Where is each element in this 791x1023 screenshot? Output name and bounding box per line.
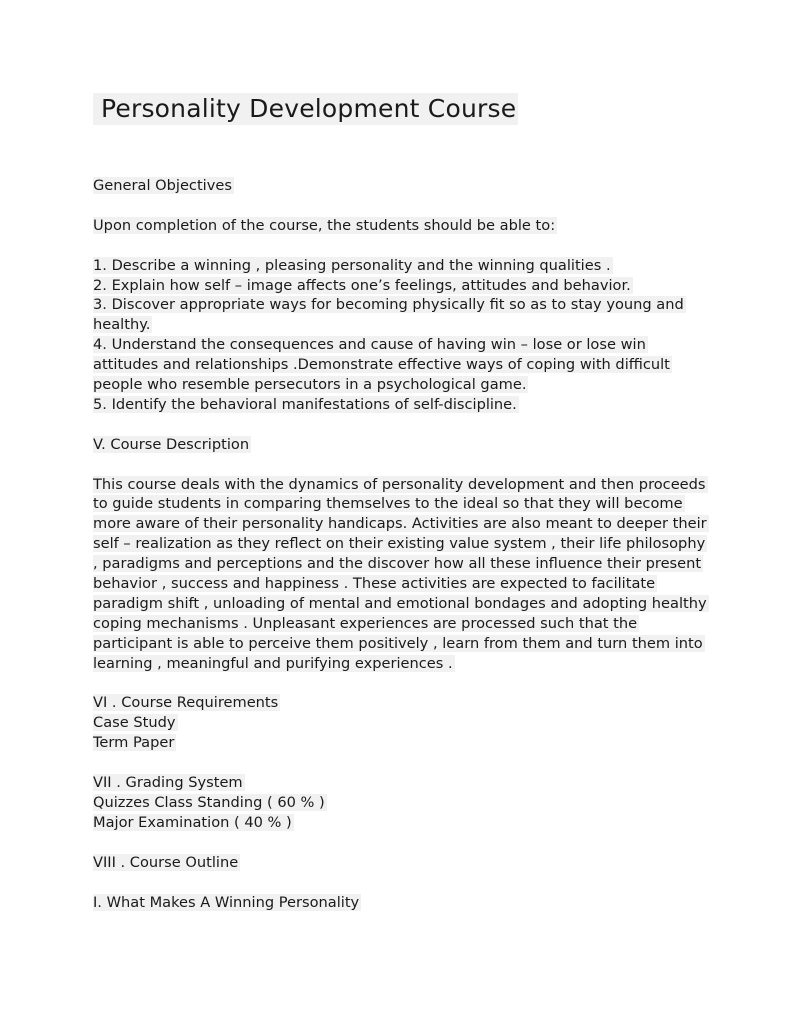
- section-heading: V. Course Description: [93, 435, 250, 453]
- objective-item: 3. Discover appropriate ways for becoming physically fit so as to stay young and healthy.: [93, 296, 684, 334]
- objective-item: 1. Describe a winning , pleasing personality and the winning qualities .: [93, 256, 611, 274]
- requirement-item: Case Study: [93, 714, 176, 732]
- grading-system-section: [93, 773, 703, 833]
- outline-topic: I. What Makes A Winning Personality: [93, 893, 360, 911]
- objectives-intro: Upon completion of the course, the students should be able to:: [93, 216, 556, 234]
- general-objectives-section: [93, 176, 703, 415]
- section-heading: VI . Course Requirements: [93, 694, 279, 712]
- document-body: [93, 176, 707, 912]
- objective-item: 5. Identify the behavioral manifestations of self-discipline.: [93, 395, 517, 413]
- course-outline-section: [93, 853, 703, 913]
- objective-item: 2. Explain how self – image affects one’s feelings, attitudes and behavior.: [93, 276, 631, 294]
- section-heading: VIII . Course Outline: [93, 853, 239, 871]
- section-heading: General Objectives: [93, 177, 232, 194]
- objective-item: 4. Understand the consequences and cause of having win – lose or lose win attitudes and relationships .Demonstrate effective ways of coping with difficult people who resemble persecutors in a psychological game.: [93, 336, 670, 394]
- page-title: Personality Development Course: [93, 93, 518, 125]
- grading-item: Major Examination ( 40 % ): [93, 813, 292, 831]
- requirement-item: Term Paper: [93, 734, 175, 752]
- course-requirements-section: [93, 693, 703, 753]
- objectives-list: [93, 256, 703, 415]
- grading-item: Quizzes Class Standing ( 60 % ): [93, 794, 325, 811]
- section-heading: VII . Grading System: [93, 774, 243, 792]
- course-description-paragraph: This course deals with the dynamics of personality development and then proceeds to guide students in comparing themselves to the ideal so that they will become more aware of their personality handicaps. Activities are also meant to deeper their self – realization as they reflect on their existing value system , their life philosophy , paradigms and perceptions and the discover how all these influence their present behavior , success and happiness . These activities are expected to facilitate paradigm shift , unloading of mental and emotional bondages and adopting healthy coping mechanisms . Unpleasant experiences are processed such that the participant is able to perceive them positively , learn from them and turn them into learning , meaningful and purifying experiences .: [93, 475, 707, 672]
- course-description-section: [93, 435, 707, 674]
